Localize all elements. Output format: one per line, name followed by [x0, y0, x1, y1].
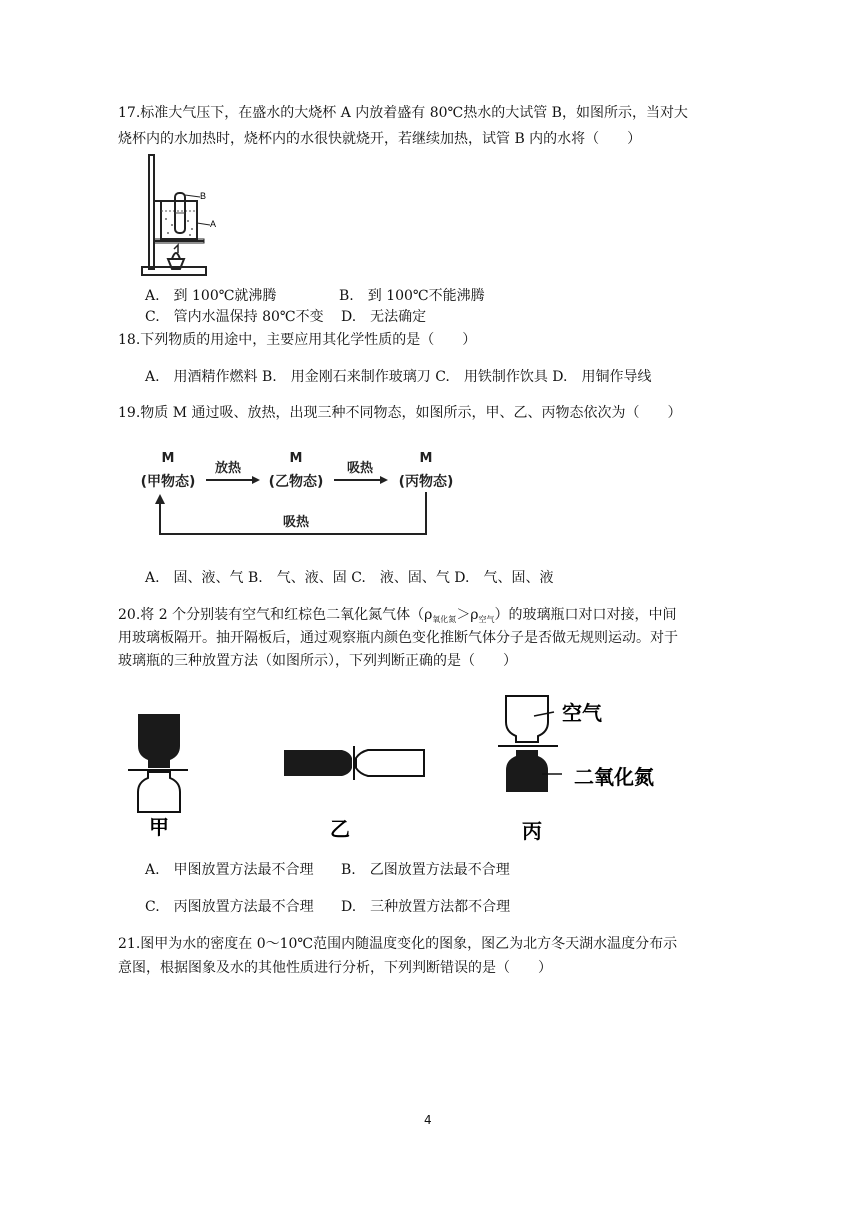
page-number: 4: [424, 1113, 432, 1127]
q19-state-yi: (乙物态): [268, 474, 324, 490]
q19-m-label-1: M: [161, 451, 175, 466]
q20-option-c: C. 丙图放置方法最不合理: [145, 899, 314, 915]
q20-stem-line3: 玻璃瓶的三种放置方法（如图所示），下列判断正确的是（ ）: [118, 653, 517, 669]
q20-option-a: A. 甲图放置方法最不合理: [145, 862, 314, 878]
q20-label-yi: 乙: [330, 817, 350, 841]
q19-state-bing: (丙物态): [398, 474, 454, 490]
q17-option-a: A. 到 100℃就沸腾: [145, 288, 277, 304]
q19-m-label-3: M: [419, 451, 433, 466]
q19-options: A. 固、液、气 B. 气、液、固 C. 液、固、气 D. 气、固、液: [145, 570, 554, 586]
q20-stem-line1: [118, 605, 677, 630]
q20-figure-bing: [496, 692, 696, 842]
q19-state-jia: (甲物态): [140, 474, 196, 490]
q20-option-b: B. 乙图放置方法最不合理: [341, 862, 510, 878]
q17-stem-line1: 17.标准大气压下，在盛水的大烧杯 A 内放着盛有 80℃热水的大试管 B，如图所示，当对大: [118, 105, 688, 121]
q20-line1-post: ）的玻璃瓶口对口对接，中间: [494, 607, 677, 623]
q17-label-b: B: [200, 191, 207, 201]
q19-arrow2-label: 吸热: [346, 461, 374, 476]
q17-stem-line2: 烧杯内的水加热时，烧杯内的水很快就烧开，若继续加热，试管 B 内的水将（ ）: [118, 131, 642, 147]
q20-sub-air: 空气: [478, 615, 495, 624]
q20-sub-no2: 氧化氮: [432, 615, 457, 624]
q20-label-bing: 丙: [522, 819, 542, 843]
q21-stem-line1: 21.图甲为水的密度在 0～10℃范围内随温度变化的图象，图乙为北方冬天湖水温度分布示: [118, 936, 678, 952]
q18-stem: 18.下列物质的用途中，主要应用其化学性质的是（ ）: [118, 332, 477, 348]
q17-option-d: D. 无法确定: [341, 309, 427, 325]
q20-stem-line2: 用玻璃板隔开。抽开隔板后，通过观察瓶内颜色变化推断气体分子是否做无规则运动。对于: [118, 630, 678, 646]
q20-line1-mid: ＞ρ: [456, 607, 479, 623]
q18-options: A. 用酒精作燃料 B. 用金刚石来制作玻璃刀 C. 用铁制作饮具 D. 用铜作导线: [145, 369, 652, 385]
q19-stem: 19.物质 M 通过吸、放热，出现三种不同物态，如图所示，甲、乙、丙物态依次为（ ）: [118, 405, 682, 421]
q20-figure-yi: [280, 740, 430, 840]
q19-arrow3-label: 吸热: [282, 515, 310, 530]
q19-state-diagram: [128, 450, 468, 540]
q17-option-b: B. 到 100℃不能沸腾: [339, 288, 485, 304]
q20-option-d: D. 三种放置方法都不合理: [341, 899, 511, 915]
q20-figure-jia: [126, 712, 196, 842]
q17-label-a: A: [210, 219, 217, 229]
q17-option-c: C. 管内水温保持 80℃不变: [145, 309, 324, 325]
q19-arrow1-label: 放热: [214, 461, 242, 476]
q17-apparatus-figure: [138, 153, 228, 279]
q20-label-jia: 甲: [149, 815, 169, 839]
q20-line1-pre: 20.将 2 个分别装有空气和红棕色二氧化氮气体（ρ: [118, 607, 433, 623]
q20-label-air: 空气: [562, 701, 602, 725]
q21-stem-line2: 意图，根据图象及水的其他性质进行分析，下列判断错误的是（ ）: [118, 960, 552, 976]
q20-label-no2: 二氧化氮: [574, 765, 654, 789]
q19-m-label-2: M: [289, 451, 303, 466]
